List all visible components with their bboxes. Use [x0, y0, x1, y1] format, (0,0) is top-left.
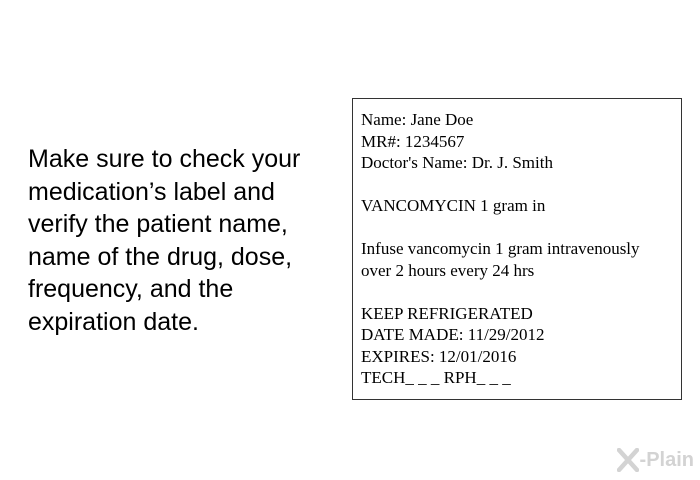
- doctor-name: Doctor's Name: Dr. J. Smith: [361, 153, 553, 172]
- label-spacer: [361, 174, 673, 196]
- label-spacer: [361, 217, 673, 239]
- medical-record-number: MR#: 1234567: [361, 131, 465, 151]
- instruction-line: frequency, and the: [28, 275, 234, 303]
- instruction-line: verify the patient name,: [28, 210, 288, 238]
- drug-name: VANCOMYCIN 1 gram in: [361, 196, 546, 215]
- patient-name: Name: Jane Doe: [361, 110, 474, 129]
- instruction-line: name of the drug, dose,: [28, 242, 293, 271]
- date-made: DATE MADE: 11/29/2012: [361, 325, 545, 344]
- infusion-instructions-line-2: over 2 hours every 24 hrs: [361, 260, 535, 280]
- label-spacer: [361, 281, 673, 303]
- infusion-instructions-line-1: Infuse vancomycin 1 gram intravenously: [361, 239, 640, 258]
- tech-rph-signoff: TECH_ _ _ RPH_ _ _: [361, 368, 511, 387]
- storage-instructions: KEEP REFRIGERATED: [361, 303, 533, 323]
- x-logo-icon: [617, 448, 639, 472]
- medication-label: [352, 98, 682, 400]
- logo-text: -Plain: [639, 448, 694, 471]
- instruction-line: medication’s label and: [28, 177, 275, 206]
- instruction-text: [28, 143, 346, 338]
- instruction-line: expiration date.: [28, 307, 199, 336]
- x-plain-logo: [617, 448, 694, 472]
- expiration-date: EXPIRES: 12/01/2016: [361, 346, 517, 366]
- instruction-line: Make sure to check your: [28, 145, 301, 173]
